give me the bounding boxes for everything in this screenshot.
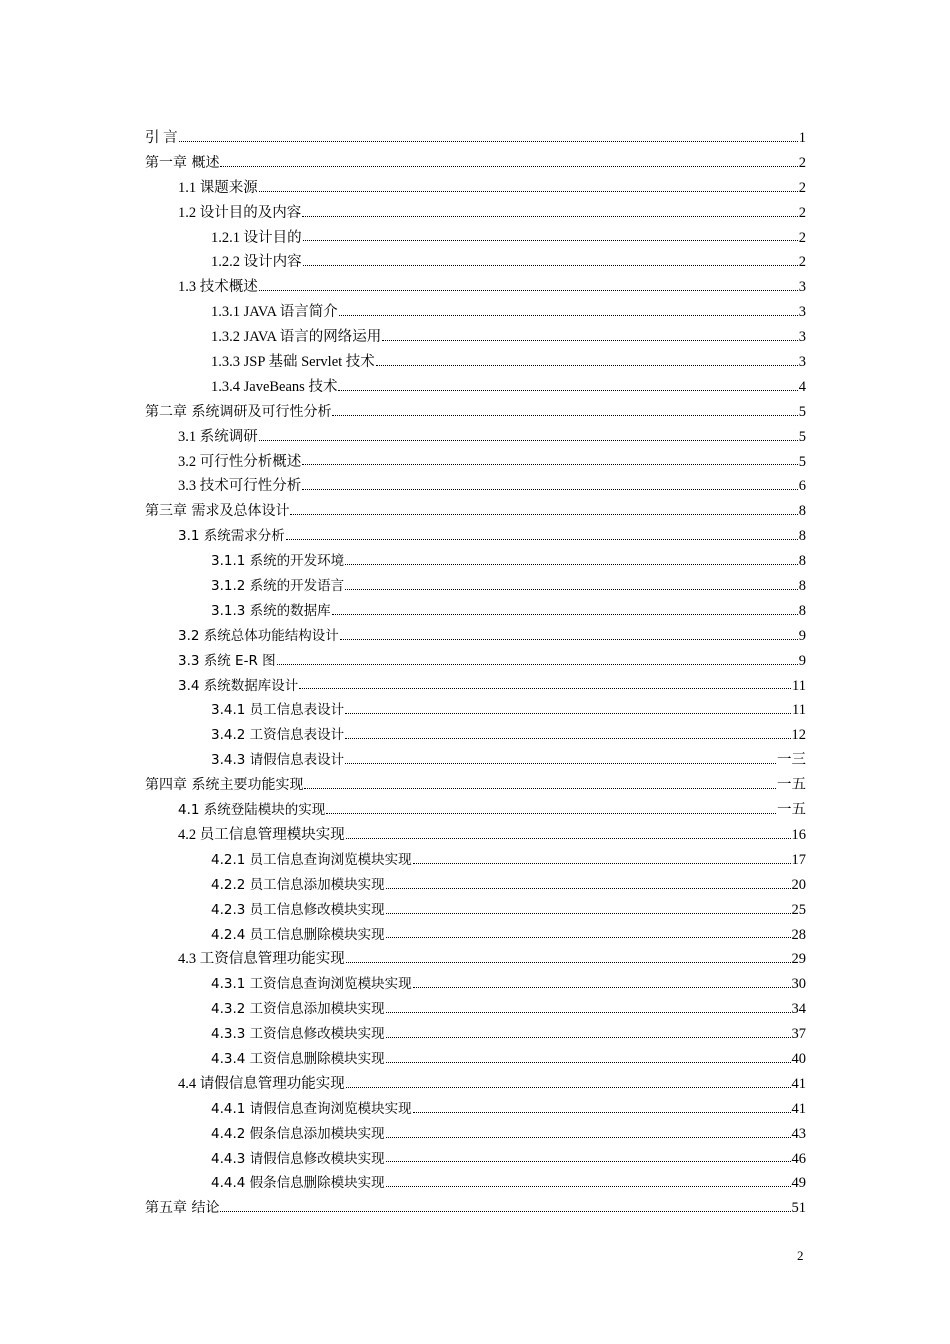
toc-entry[interactable] xyxy=(145,898,806,923)
toc-entry[interactable] xyxy=(145,425,806,450)
toc-dot-leader xyxy=(299,687,791,689)
toc-entry-page: 9 xyxy=(798,627,806,644)
toc-entry-page: 8 xyxy=(798,553,806,570)
toc-entry[interactable] xyxy=(145,997,806,1022)
toc-entry-page: 17 xyxy=(791,851,806,868)
toc-dot-leader xyxy=(386,912,791,914)
toc-entry-page: 16 xyxy=(791,826,806,843)
toc-entry-page: 一三 xyxy=(777,752,806,769)
toc-entry-page: 8 xyxy=(798,602,806,619)
toc-entry-title: 引 言 xyxy=(145,130,178,146)
toc-entry[interactable] xyxy=(145,1147,806,1172)
toc-dot-leader xyxy=(338,389,797,391)
toc-entry[interactable] xyxy=(145,524,806,549)
page-number: 2 xyxy=(797,1248,804,1263)
toc-entry-title: 1.1 课题来源 xyxy=(178,179,258,196)
toc-entry[interactable] xyxy=(145,226,806,251)
toc-entry-title: 第二章 系统调研及可行性分析 xyxy=(145,403,332,420)
toc-entry[interactable] xyxy=(145,350,806,375)
toc-entry-page: 一五 xyxy=(777,802,806,819)
toc-entry-title: 3.2 可行性分析概述 xyxy=(178,453,302,470)
toc-entry-title: 3.4 系统数据库设计 xyxy=(178,677,299,694)
toc-entry-page: 25 xyxy=(791,901,806,918)
toc-entry-title: 第一章 概述 xyxy=(145,154,220,171)
toc-entry-page: 11 xyxy=(792,702,806,719)
toc-entry-page: 11 xyxy=(792,677,806,694)
toc-dot-leader xyxy=(345,588,798,590)
toc-entry-page: 3 xyxy=(798,329,806,346)
toc-entry[interactable] xyxy=(145,400,806,425)
toc-dot-leader xyxy=(259,190,798,192)
toc-dot-leader xyxy=(303,239,798,241)
toc-entry-title: 4.3 工资信息管理功能实现 xyxy=(178,951,345,968)
toc-dot-leader xyxy=(345,563,798,565)
toc-entry-title: 4.3.3 工资信息修改模块实现 xyxy=(211,1026,385,1043)
toc-dot-leader xyxy=(346,837,791,839)
toc-dot-leader xyxy=(302,463,798,465)
toc-entry-title: 4.2.1 员工信息查询浏览模块实现 xyxy=(211,851,412,868)
toc-entry-title: 4.1 系统登陆模块的实现 xyxy=(178,802,326,819)
toc-entry[interactable] xyxy=(145,873,806,898)
toc-entry[interactable] xyxy=(145,375,806,400)
toc-entry-title: 4.3.4 工资信息删除模块实现 xyxy=(211,1050,385,1067)
toc-dot-leader xyxy=(290,513,797,515)
toc-entry-title: 3.1 系统调研 xyxy=(178,428,258,445)
toc-entry-title: 3.1.2 系统的开发语言 xyxy=(211,578,345,595)
toc-entry-title: 1.3.1 JAVA 语言简介 xyxy=(211,304,338,321)
toc-dot-leader xyxy=(286,538,798,540)
toc-entry[interactable] xyxy=(145,1097,806,1122)
toc-entry-title: 1.2 设计目的及内容 xyxy=(178,204,302,221)
toc-dot-leader xyxy=(386,1160,791,1162)
toc-entry[interactable] xyxy=(145,176,806,201)
toc-entry-title: 1.3.3 JSP 基础 Servlet 技术 xyxy=(211,354,375,371)
toc-dot-leader xyxy=(346,1086,791,1088)
toc-entry-page: 49 xyxy=(791,1175,806,1192)
toc-entry[interactable] xyxy=(145,698,806,723)
toc-entry-title: 4.4.1 请假信息查询浏览模块实现 xyxy=(211,1100,412,1117)
toc-entry-page: 41 xyxy=(791,1075,806,1092)
toc-entry[interactable] xyxy=(145,773,806,798)
toc-dot-leader xyxy=(339,314,798,316)
toc-dot-leader xyxy=(382,339,797,341)
toc-entry-title: 3.2 系统总体功能结构设计 xyxy=(178,627,339,644)
toc-entry-page: 5 xyxy=(798,403,806,420)
toc-entry-page: 46 xyxy=(791,1150,806,1167)
toc-entry[interactable] xyxy=(145,1196,806,1221)
toc-entry-title: 4.3.1 工资信息查询浏览模块实现 xyxy=(211,976,412,993)
toc-entry[interactable] xyxy=(145,972,806,997)
toc-dot-leader xyxy=(345,762,776,764)
toc-dot-leader xyxy=(413,862,791,864)
toc-dot-leader xyxy=(326,812,776,814)
toc-dot-leader xyxy=(386,1185,791,1187)
toc-entry[interactable] xyxy=(145,474,806,499)
toc-dot-leader xyxy=(413,986,791,988)
toc-entry-title: 3.1.3 系统的数据库 xyxy=(211,602,331,619)
toc-entry[interactable] xyxy=(145,574,806,599)
toc-entry[interactable] xyxy=(145,1171,806,1196)
toc-dot-leader xyxy=(386,936,791,938)
toc-entry-title: 第五章 结论 xyxy=(145,1200,220,1217)
toc-entry-title: 1.2.2 设计内容 xyxy=(211,254,302,271)
toc-dot-leader xyxy=(413,1111,791,1113)
toc-entry[interactable] xyxy=(145,649,806,674)
toc-entry-page: 2 xyxy=(798,254,806,271)
toc-entry-title: 4.2.2 员工信息添加模块实现 xyxy=(211,876,385,893)
toc-entry[interactable] xyxy=(145,126,806,151)
toc-entry-page: 6 xyxy=(798,478,806,495)
toc-entry-title: 第三章 需求及总体设计 xyxy=(145,503,290,520)
toc-dot-leader xyxy=(386,1136,791,1138)
toc-entry[interactable] xyxy=(145,599,806,624)
toc-entry-page: 8 xyxy=(798,503,806,520)
toc-dot-leader xyxy=(386,1061,791,1063)
toc-entry-page: 2 xyxy=(798,179,806,196)
toc-entry[interactable] xyxy=(145,1122,806,1147)
toc-entry[interactable] xyxy=(145,1047,806,1072)
toc-entry-page: 2 xyxy=(798,229,806,246)
toc-entry-page: 4 xyxy=(798,378,806,395)
toc-entry-page: 8 xyxy=(798,528,806,545)
toc-dot-leader xyxy=(345,737,790,739)
toc-dot-leader xyxy=(386,1011,791,1013)
toc-entry-page: 40 xyxy=(791,1050,806,1067)
toc-dot-leader xyxy=(277,663,798,665)
toc-entry-page: 5 xyxy=(798,428,806,445)
toc-entry-title: 3.4.2 工资信息表设计 xyxy=(211,727,345,744)
toc-entry[interactable] xyxy=(145,499,806,524)
toc-dot-leader xyxy=(376,364,798,366)
toc-entry[interactable] xyxy=(145,1022,806,1047)
toc-dot-leader xyxy=(303,264,798,266)
toc-entry[interactable] xyxy=(145,947,806,972)
toc-entry-title: 第四章 系统主要功能实现 xyxy=(145,777,304,794)
toc-entry[interactable] xyxy=(145,250,806,275)
toc-entry-page: 2 xyxy=(798,154,806,171)
toc-entry-title: 1.3.2 JAVA 语言的网络运用 xyxy=(211,329,382,346)
toc-dot-leader xyxy=(220,1210,790,1212)
toc-entry-page: 2 xyxy=(798,204,806,221)
toc-entry-title: 3.4.3 请假信息表设计 xyxy=(211,752,345,769)
toc-dot-leader xyxy=(345,712,791,714)
toc-entry-page: 34 xyxy=(791,1001,806,1018)
toc-dot-leader xyxy=(259,439,798,441)
toc-entry-page: 3 xyxy=(798,304,806,321)
toc-entry-title: 4.4.2 假条信息添加模块实现 xyxy=(211,1125,385,1142)
toc-entry[interactable] xyxy=(145,151,806,176)
toc-entry[interactable] xyxy=(145,748,806,773)
toc-entry-title: 4.4.4 假条信息删除模块实现 xyxy=(211,1175,385,1192)
toc-entry-title: 1.2.1 设计目的 xyxy=(211,229,302,246)
toc-entry-title: 3.3 系统 E-R 图 xyxy=(178,652,276,669)
toc-entry-page: 37 xyxy=(791,1026,806,1043)
toc-entry-page: 1 xyxy=(798,130,806,146)
toc-entry-page: 28 xyxy=(791,926,806,943)
toc-dot-leader xyxy=(259,289,798,291)
toc-entry-page: 3 xyxy=(798,354,806,371)
toc-entry[interactable] xyxy=(145,923,806,948)
toc-entry-page: 12 xyxy=(791,727,806,744)
toc-entry-title: 3.1 系统需求分析 xyxy=(178,528,285,545)
toc-entry[interactable] xyxy=(145,1072,806,1097)
toc-entry[interactable] xyxy=(145,201,806,226)
toc-entry-title: 3.3 技术可行性分析 xyxy=(178,478,302,495)
toc-entry-title: 1.3.4 JaveBeans 技术 xyxy=(211,378,338,395)
toc-entry[interactable] xyxy=(145,450,806,475)
toc-dot-leader xyxy=(340,638,798,640)
toc-entry-title: 4.2 员工信息管理模块实现 xyxy=(178,826,345,843)
toc-dot-leader xyxy=(302,215,798,217)
toc-entry-page: 5 xyxy=(798,453,806,470)
toc-entry[interactable] xyxy=(145,674,806,699)
toc-dot-leader xyxy=(332,414,797,416)
toc-entry-page: 9 xyxy=(798,652,806,669)
toc-dot-leader xyxy=(386,887,791,889)
toc-entry[interactable] xyxy=(145,723,806,748)
toc-entry-title: 4.4.3 请假信息修改模块实现 xyxy=(211,1150,385,1167)
toc-entry[interactable] xyxy=(145,823,806,848)
toc-entry[interactable] xyxy=(145,848,806,873)
toc-entry[interactable] xyxy=(145,275,806,300)
toc-entry-page: 8 xyxy=(798,578,806,595)
toc-entry-page: 29 xyxy=(791,951,806,968)
toc-entry-page: 41 xyxy=(791,1100,806,1117)
toc-entry-title: 3.4.1 员工信息表设计 xyxy=(211,702,345,719)
toc-entry[interactable] xyxy=(145,549,806,574)
toc-entry-title: 1.3 技术概述 xyxy=(178,279,258,296)
toc-entry-page: 30 xyxy=(791,976,806,993)
toc-dot-leader xyxy=(179,140,798,142)
toc-entry[interactable] xyxy=(145,798,806,823)
toc-entry-title: 3.1.1 系统的开发环境 xyxy=(211,553,345,570)
toc-entry[interactable] xyxy=(145,300,806,325)
toc-entry-page: 20 xyxy=(791,876,806,893)
toc-entry-page: 3 xyxy=(798,279,806,296)
toc-entry[interactable] xyxy=(145,325,806,350)
toc-entry-page: 一五 xyxy=(777,777,806,794)
toc-dot-leader xyxy=(346,961,791,963)
toc-entry-title: 4.2.3 员工信息修改模块实现 xyxy=(211,901,385,918)
toc-entry-page: 43 xyxy=(791,1125,806,1142)
toc-entry[interactable] xyxy=(145,624,806,649)
toc-dot-leader xyxy=(302,488,798,490)
toc-dot-leader xyxy=(332,613,798,615)
toc-dot-leader xyxy=(304,787,776,789)
toc-entry-page: 51 xyxy=(791,1200,806,1217)
toc-entry-title: 4.2.4 员工信息删除模块实现 xyxy=(211,926,385,943)
toc-dot-leader xyxy=(386,1036,791,1038)
toc-entry-title: 4.3.2 工资信息添加模块实现 xyxy=(211,1001,385,1018)
toc-entry-title: 4.4 请假信息管理功能实现 xyxy=(178,1075,345,1092)
toc-dot-leader xyxy=(220,165,797,167)
table-of-contents xyxy=(145,126,806,1221)
